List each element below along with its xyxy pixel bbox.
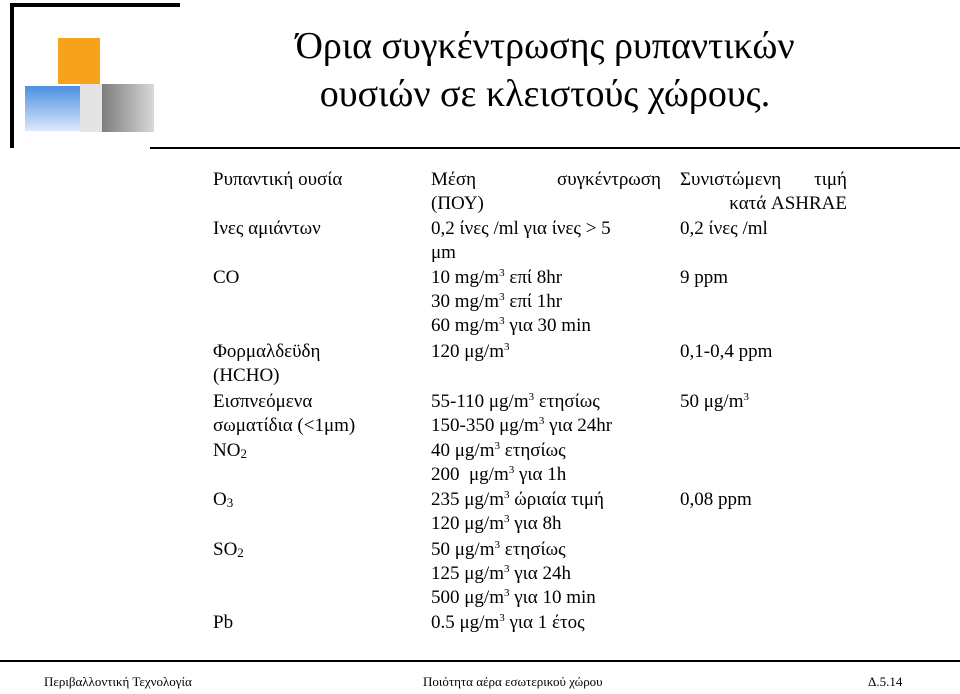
row-o3-rec: 0,08 ppm: [680, 489, 752, 510]
row-o3-substance: $O_3$: [213, 489, 234, 510]
title-line-2: ουσιών σε κλειστούς χώρους.: [319, 73, 771, 115]
row-co-rec: 9 ppm: [680, 267, 729, 288]
row-so2-avg-3: 500 $\mu g/m^3$ για 10 min: [431, 587, 596, 608]
header-rec-ashrae: κατά ASHRAE: [729, 193, 847, 214]
row-pm-avg-1: 55-110 $\mu g/m^3$ ετησίως: [431, 391, 600, 412]
header-substance: Ρυπαντική ουσία: [213, 169, 343, 190]
row-no2-avg-2: 200 $\mu g/m^3$ για 1h: [431, 464, 567, 485]
row-pb-substance: Pb: [213, 612, 234, 633]
row-asbestos-substance: Ινες αμιάντων: [213, 218, 321, 239]
row-o3-avg-2: 120 $\mu g/m^3$ για 8h: [431, 513, 562, 534]
row-hcho-rec: 0,1-0,4 ppm: [680, 341, 773, 362]
header-avg-word-2: συγκέντρωση: [557, 169, 661, 190]
header-avg-word-1: Μέση: [431, 169, 477, 190]
row-hcho-substance-2: (HCHO): [213, 365, 280, 386]
footer-slide-number: Δ.5.14: [868, 674, 903, 689]
header-rec-word-2: τιμή: [814, 169, 847, 190]
row-co-avg-2: 30 $mg/m^3$ επί 1hr: [431, 291, 563, 312]
row-asbestos-avg-2: μm: [431, 242, 456, 263]
row-co-substance: CO: [213, 267, 240, 288]
row-asbestos-avg-1: 0,2 ίνες /ml για ίνες > 5: [431, 218, 611, 239]
header-recommended-value: [680, 168, 847, 192]
row-o3-avg-1: 235 $\mu g/m^3$ ώριαία τιμή: [431, 489, 604, 510]
title-line-1: Όρια συγκέντρωσης ρυπαντικών: [295, 25, 795, 67]
footer-divider: [0, 660, 960, 662]
row-co-avg-3: 60 $mg/m^3$ για 30 min: [431, 315, 591, 336]
header-rec-word-1: Συνιστώμενη: [680, 169, 782, 190]
footer-course: Περιβαλλοντική Τεχνολογία: [44, 674, 192, 689]
row-hcho-avg-1: 120 $\mu g/m^3$: [431, 341, 510, 362]
row-so2-substance: $SO_2$: [213, 539, 244, 560]
row-pm-avg-2: 150-350 $\mu g/m^3$ για 24hr: [431, 415, 613, 436]
row-so2-avg-1: 50 $\mu g/m^3$ ετησίως: [431, 539, 566, 560]
header-avg-who: (ΠΟΥ): [431, 193, 484, 214]
footer-topic: Ποιότητα αέρα εσωτερικού χώρου: [423, 674, 603, 689]
row-hcho-substance-1: Φορμαλδεϋδη: [213, 341, 321, 362]
row-pm-rec: 50 $\mu g/m^3$: [680, 391, 749, 412]
row-pb-avg-1: 0.5 $\mu g/m^3$ για 1 έτος: [431, 612, 585, 633]
row-pm-substance-2: σωματίδια (<1μm): [213, 415, 356, 436]
row-no2-avg-1: 40 $\mu g/m^3$ ετησίως: [431, 440, 566, 461]
row-co-avg-1: 10 $mg/m^3$ επί 8hr: [431, 267, 563, 288]
row-asbestos-rec: 0,2 ίνες /ml: [680, 218, 768, 239]
row-so2-avg-2: 125 $\mu g/m^3$ για 24h: [431, 563, 571, 584]
row-no2-substance: $NO_2$: [213, 440, 247, 461]
row-pm-substance-1: Εισπνεόμενα: [213, 391, 313, 412]
header-average-concentration: [431, 168, 661, 192]
